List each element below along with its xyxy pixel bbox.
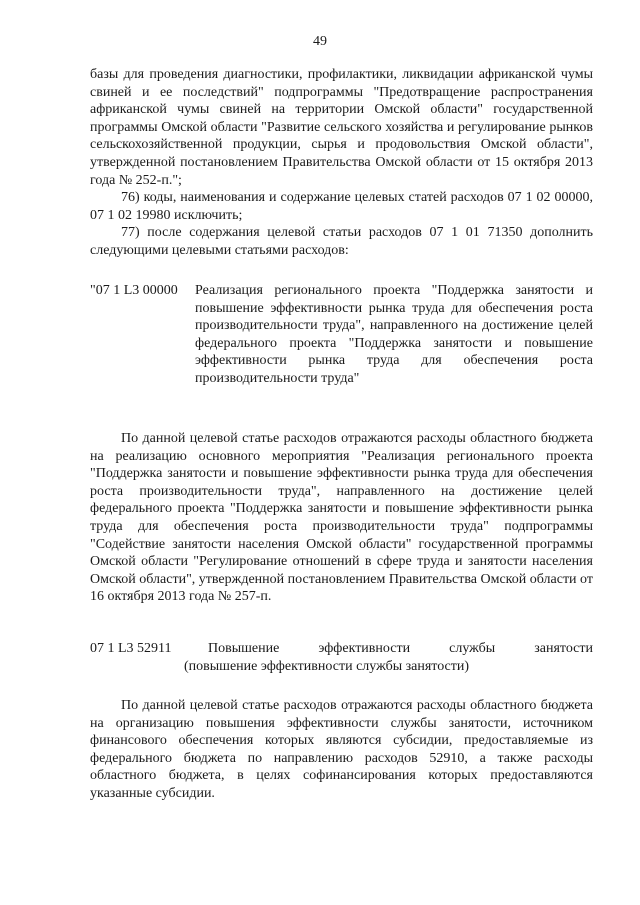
entry-2-title-line-2: (повышение эффективности службы занятости) [184,658,470,674]
entry-2-description: По данной целевой статье расходов отражаются расходы областного бюджета на организацию повышения эффективности службы занятости, источником финансового обеспечения которых являются субсидии, предоставляемые из федерального бюджета по направлению расходов 52910, а также расходы областного бюджета, в целях софинансирования которых предоставляются указанные субсидии. [90,698,593,801]
page-number: 49 [313,34,327,49]
entry-1-description: По данной целевой статье расходов отражаются расходы областного бюджета на реализацию основного мероприятия "Реализация регионального проекта "Поддержка занятости и повышение эффективности рынка труда для обеспечения роста производительности труда", направленного на достижение целей федерального проекта "Поддержка занятости и повышение эффективности рынка труда для обеспечения роста производительности труда" подпрограммы "Содействие занятости населения Омской области" государственной программы Омской области "Регулирование отношений в сфере труда и занятости населения Омской области", утвержденной постановлением Правительства Омской области от 16 октября 2013 года № 257-п. [90,431,593,605]
intro-section [90,66,593,260]
entry-1-section [90,430,593,606]
entry-2-section [90,697,593,803]
entry-1-code: "07 1 L3 00000 [90,283,178,298]
entry-2-code: 07 1 L3 52911 [90,641,172,656]
intro-paragraph-2: 76) коды, наименования и содержание целевых статей расходов 07 1 02 00000, 07 1 02 19980 исключить; [90,190,593,223]
intro-paragraph-3: 77) после содержания целевой статьи расходов 07 1 01 71350 дополнить следующими целевыми статьями расходов: [90,225,593,258]
intro-paragraph-1: базы для проведения диагностики, профилактики, ликвидации африканской чумы свиней и ее последствий" подпрограммы "Предотвращение распространения африканской чумы свиней на территории Омской области" государственной программы Омской области "Развитие сельского хозяйства и регулирование рынков сельскохозяйственной продукции, сырья и продовольствия Омской области", утвержденной постановлением Правительства Омской области от 15 октября 2013 года № 252-п."; [90,67,593,188]
entry-2-title-line-1: Повышение эффективности службы занятости [208,641,593,656]
entry-1-title: Реализация регионального проекта "Поддержка занятости и повышение эффективности рынка труда для обеспечения роста производительности труда", направленного на достижение целей федерального проекта "Поддержка занятости и повышение эффективности рынка труда для обеспечения роста производительности труда" [195,283,593,386]
